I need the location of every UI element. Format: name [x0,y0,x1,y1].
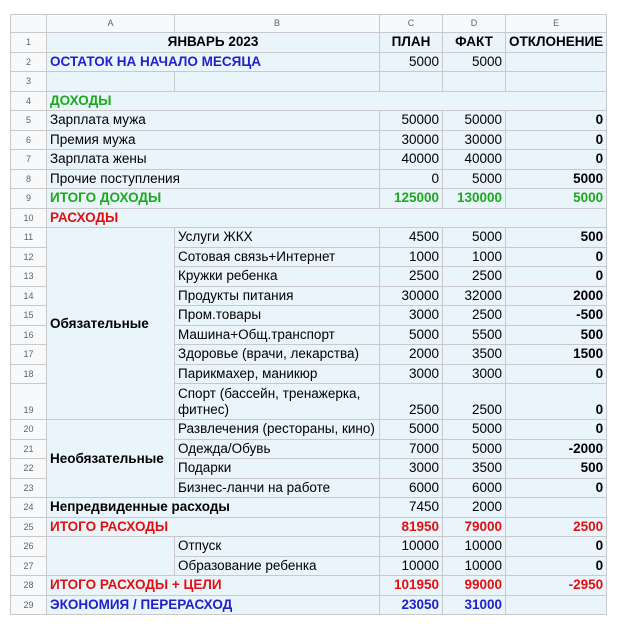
income-item-plan[interactable]: 40000 [380,150,443,170]
table-row [11,595,607,615]
opening-balance-fact[interactable]: 5000 [443,52,506,72]
row-number[interactable]: 11 [11,228,47,248]
income-item-deviation[interactable]: 0 [506,150,607,170]
savings-plan[interactable]: 23050 [380,595,443,615]
spreadsheet-grid [10,14,607,615]
row-number[interactable]: 20 [11,420,47,440]
goal-item-deviation[interactable]: 0 [506,537,607,557]
goal-item-plan[interactable]: 10000 [380,537,443,557]
expense-item-label[interactable]: Продукты питания [175,286,380,306]
income-item-deviation[interactable]: 0 [506,130,607,150]
expense-item-fact[interactable]: 3000 [443,364,506,384]
expense-item-fact[interactable]: 2500 [443,384,506,420]
expenses-total-fact[interactable]: 79000 [443,517,506,537]
expense-item-plan[interactable]: 3000 [380,306,443,326]
income-item-deviation[interactable]: 0 [506,111,607,131]
goal-item-label[interactable]: Образование ребенка [175,556,380,576]
expense-item-deviation[interactable]: 0 [506,384,607,420]
table-row [11,33,607,53]
table-row [11,537,607,557]
income-item-label[interactable]: Премия мужа [47,130,380,150]
expense-item-label[interactable]: Спорт (бассейн, тренажерка, фитнес) [175,384,380,420]
income-item-label[interactable]: Зарплата мужа [47,111,380,131]
income-total-label[interactable]: ИТОГО ДОХОДЫ [47,189,380,209]
expense-item-fact[interactable]: 2500 [443,267,506,287]
expense-item-fact[interactable]: 5500 [443,325,506,345]
row-number[interactable]: 14 [11,286,47,306]
row-number[interactable]: 28 [11,576,47,596]
table-row [11,208,607,228]
expense-item-label[interactable]: Подарки [175,459,380,479]
empty-cell[interactable] [47,72,175,92]
savings-fact[interactable]: 31000 [443,595,506,615]
table-row [11,111,607,131]
table-row [11,517,607,537]
expense-item-label[interactable]: Услуги ЖКХ [175,228,380,248]
fact-header-cell[interactable]: ФАКТ [443,33,506,53]
row-number[interactable]: 21 [11,439,47,459]
income-item-plan[interactable]: 0 [380,169,443,189]
expense-item-deviation[interactable]: 500 [506,228,607,248]
column-header-b[interactable]: B [175,15,380,33]
opening-balance-plan[interactable]: 5000 [380,52,443,72]
expense-item-deviation[interactable]: 1500 [506,345,607,365]
expense-item-label[interactable]: Парикмахер, маникюр [175,364,380,384]
row-number[interactable]: 10 [11,208,47,228]
expense-item-plan[interactable]: 7000 [380,439,443,459]
empty-cell[interactable] [506,52,607,72]
income-total-plan[interactable]: 125000 [380,189,443,209]
deviation-header-cell[interactable]: ОТКЛОНЕНИЕ [506,33,607,53]
expense-item-plan[interactable]: 6000 [380,478,443,498]
expense-item-deviation[interactable]: 500 [506,459,607,479]
row-number[interactable]: 3 [11,72,47,92]
expense-item-label[interactable]: Развлечения (рестораны, кино) [175,420,380,440]
expense-item-fact[interactable]: 32000 [443,286,506,306]
table-row [11,420,607,440]
goals-group-cell[interactable] [47,537,175,576]
expense-item-deviation[interactable]: 0 [506,478,607,498]
expense-item-plan[interactable]: 2500 [380,384,443,420]
mandatory-group-label[interactable]: Обязательные [47,228,175,420]
expenses-total-deviation[interactable]: 2500 [506,517,607,537]
table-row [11,130,607,150]
income-item-plan[interactable]: 30000 [380,130,443,150]
expense-item-plan[interactable]: 30000 [380,286,443,306]
optional-group-label[interactable]: Необязательные [47,420,175,498]
plan-header-cell[interactable]: ПЛАН [380,33,443,53]
expense-item-plan[interactable]: 2500 [380,267,443,287]
expense-item-plan[interactable]: 3000 [380,459,443,479]
expense-item-plan[interactable]: 5000 [380,420,443,440]
income-item-fact[interactable]: 5000 [443,169,506,189]
income-item-label[interactable]: Зарплата жены [47,150,380,170]
row-number[interactable]: 24 [11,498,47,518]
column-header-row [11,15,607,33]
row-number[interactable]: 13 [11,267,47,287]
income-section-title[interactable]: ДОХОДЫ [47,91,607,111]
expenses-section-title[interactable]: РАСХОДЫ [47,208,607,228]
row-number[interactable]: 23 [11,478,47,498]
table-row [11,189,607,209]
income-total-deviation[interactable]: 5000 [506,189,607,209]
goal-item-label[interactable]: Отпуск [175,537,380,557]
row-number[interactable]: 9 [11,189,47,209]
row-number[interactable]: 15 [11,306,47,326]
expense-item-deviation[interactable]: 0 [506,364,607,384]
income-total-fact[interactable]: 130000 [443,189,506,209]
row-number[interactable]: 27 [11,556,47,576]
goal-item-fact[interactable]: 10000 [443,537,506,557]
row-number[interactable]: 18 [11,364,47,384]
row-number[interactable]: 1 [11,33,47,53]
expense-item-label[interactable]: Кружки ребенка [175,267,380,287]
goal-item-plan[interactable]: 10000 [380,556,443,576]
month-title-cell[interactable]: ЯНВАРЬ 2023 [47,33,380,53]
empty-cell[interactable] [506,498,607,518]
row-number[interactable]: 26 [11,537,47,557]
expense-item-deviation[interactable]: 0 [506,267,607,287]
row-number[interactable]: 7 [11,150,47,170]
table-row [11,72,607,92]
expense-item-fact[interactable]: 3500 [443,345,506,365]
expense-item-plan[interactable]: 4500 [380,228,443,248]
income-item-deviation[interactable]: 5000 [506,169,607,189]
empty-cell[interactable] [506,72,607,92]
empty-cell[interactable] [175,72,380,92]
expenses-total-plan[interactable]: 81950 [380,517,443,537]
total-with-goals-plan[interactable]: 101950 [380,576,443,596]
empty-cell[interactable] [380,72,443,92]
income-item-fact[interactable]: 50000 [443,111,506,131]
expense-item-deviation[interactable]: -500 [506,306,607,326]
expense-item-label[interactable]: Сотовая связь+Интернет [175,247,380,267]
expense-item-fact[interactable]: 5000 [443,228,506,248]
row-number[interactable]: 8 [11,169,47,189]
expense-item-label[interactable]: Пром.товары [175,306,380,326]
total-with-goals-label[interactable]: ИТОГО РАСХОДЫ + ЦЕЛИ [47,576,380,596]
row-number[interactable]: 4 [11,91,47,111]
row-number[interactable]: 25 [11,517,47,537]
total-with-goals-fact[interactable]: 99000 [443,576,506,596]
unforeseen-plan[interactable]: 7450 [380,498,443,518]
expense-item-deviation[interactable]: -2000 [506,439,607,459]
row-number[interactable]: 6 [11,130,47,150]
select-all-corner[interactable] [11,15,47,33]
unforeseen-label[interactable]: Непредвиденные расходы [47,498,380,518]
column-header-c[interactable]: C [380,15,443,33]
expense-item-deviation[interactable]: 0 [506,420,607,440]
opening-balance-label[interactable]: ОСТАТОК НА НАЧАЛО МЕСЯЦА [47,52,380,72]
row-number[interactable]: 12 [11,247,47,267]
income-item-fact[interactable]: 40000 [443,150,506,170]
expense-item-plan[interactable]: 3000 [380,364,443,384]
income-item-label[interactable]: Прочие поступления [47,169,380,189]
expenses-total-label[interactable]: ИТОГО РАСХОДЫ [47,517,380,537]
row-number[interactable]: 5 [11,111,47,131]
expense-item-plan[interactable]: 1000 [380,247,443,267]
table-row [11,91,607,111]
expense-item-fact[interactable]: 6000 [443,478,506,498]
row-number[interactable]: 16 [11,325,47,345]
row-number[interactable]: 17 [11,345,47,365]
expense-item-label[interactable]: Бизнес-ланчи на работе [175,478,380,498]
goal-item-fact[interactable]: 10000 [443,556,506,576]
row-number[interactable]: 29 [11,595,47,615]
expense-item-deviation[interactable]: 2000 [506,286,607,306]
column-header-e[interactable]: E [506,15,607,33]
expense-item-label[interactable]: Одежда/Обувь [175,439,380,459]
row-number[interactable]: 19 [11,384,47,420]
table-row [11,498,607,518]
table-row [11,169,607,189]
column-header-a[interactable]: A [47,15,175,33]
savings-label[interactable]: ЭКОНОМИЯ / ПЕРЕРАСХОД [47,595,380,615]
expense-item-plan[interactable]: 5000 [380,325,443,345]
row-number[interactable]: 2 [11,52,47,72]
income-item-fact[interactable]: 30000 [443,130,506,150]
expense-item-deviation[interactable]: 500 [506,325,607,345]
empty-cell[interactable] [443,72,506,92]
empty-cell[interactable] [506,595,607,615]
column-header-d[interactable]: D [443,15,506,33]
expense-item-plan[interactable]: 2000 [380,345,443,365]
expense-item-fact[interactable]: 1000 [443,247,506,267]
row-number[interactable]: 22 [11,459,47,479]
expense-item-fact[interactable]: 2500 [443,306,506,326]
expense-item-fact[interactable]: 5000 [443,420,506,440]
table-row [11,228,607,248]
goal-item-deviation[interactable]: 0 [506,556,607,576]
unforeseen-fact[interactable]: 2000 [443,498,506,518]
expense-item-label[interactable]: Здоровье (врачи, лекарства) [175,345,380,365]
expense-item-deviation[interactable]: 0 [506,247,607,267]
expense-item-fact[interactable]: 5000 [443,439,506,459]
total-with-goals-deviation[interactable]: -2950 [506,576,607,596]
expense-item-fact[interactable]: 3500 [443,459,506,479]
expense-item-label[interactable]: Машина+Общ.транспорт [175,325,380,345]
income-item-plan[interactable]: 50000 [380,111,443,131]
table-row [11,576,607,596]
table-row [11,150,607,170]
table-row [11,52,607,72]
